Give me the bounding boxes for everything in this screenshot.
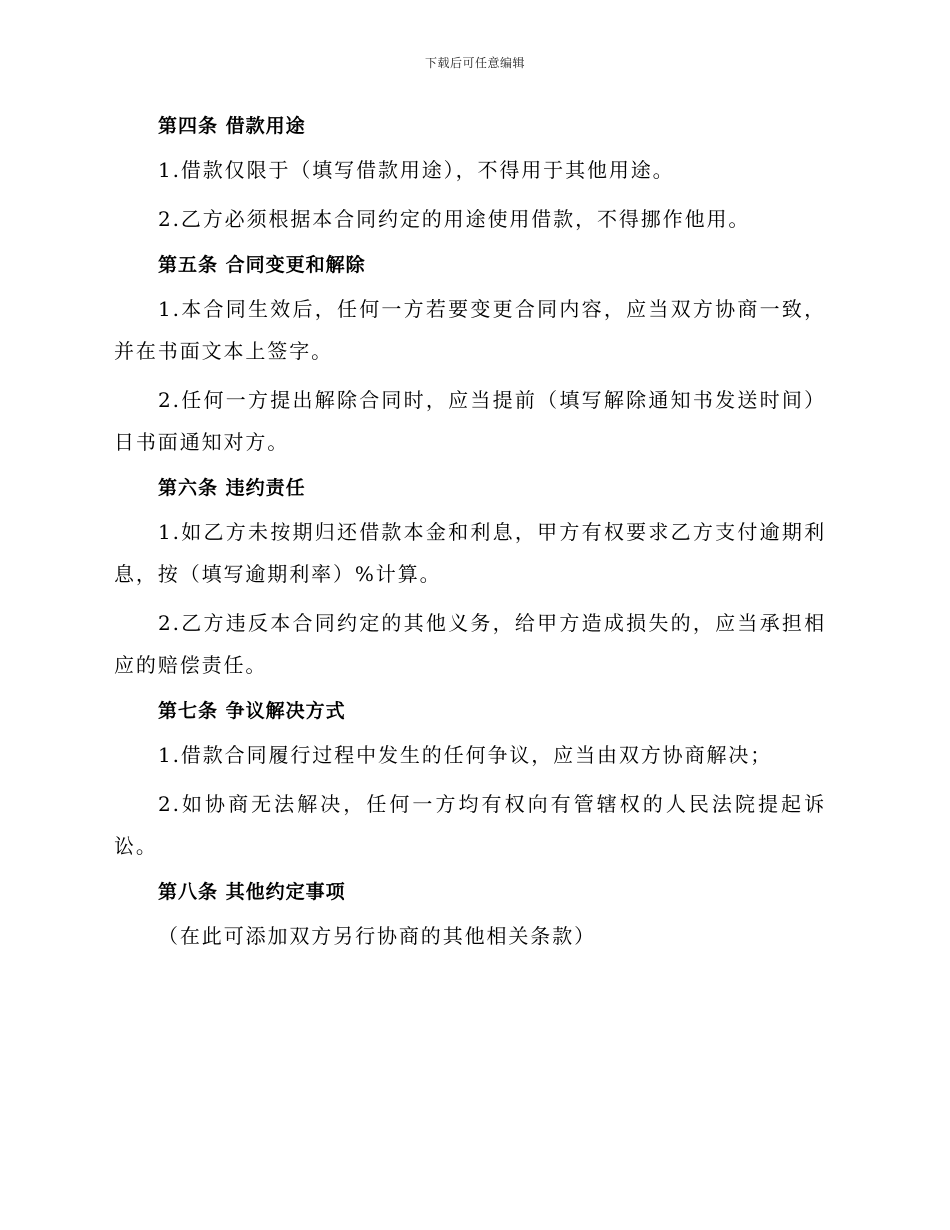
section-6-title: 第六条 违约责任 bbox=[158, 477, 306, 499]
section-7-paragraph-2: 2.如协商无法解决，任何一方均有权向有管辖权的人民法院提起诉讼。 bbox=[114, 792, 826, 858]
section-4-title: 第四条 借款用途 bbox=[158, 115, 306, 137]
section-8-paragraph-1: （在此可添加双方另行协商的其他相关条款） bbox=[158, 924, 596, 948]
section-5-title: 第五条 合同变更和解除 bbox=[158, 254, 366, 276]
section-7-title: 第七条 争议解决方式 bbox=[158, 700, 346, 722]
document-body bbox=[114, 110, 826, 957]
section-5-paragraph-2: 2.任何一方提出解除合同时，应当提前（填写解除通知书发送时间）日书面通知对方。 bbox=[114, 388, 826, 454]
page-header: 下载后可任意编辑 bbox=[424, 56, 525, 70]
section-5-paragraph-1: 1.本合同生效后，任何一方若要变更合同内容，应当双方协商一致，并在书面文本上签字。 bbox=[114, 297, 826, 363]
section-6-paragraph-2: 2.乙方违反本合同约定的其他义务，给甲方造成损失的，应当承担相应的赔偿责任。 bbox=[114, 611, 826, 677]
section-7-paragraph-1: 1.借款合同履行过程中发生的任何争议，应当由双方协商解决； bbox=[158, 743, 773, 767]
section-6-paragraph-1: 1.如乙方未按期归还借款本金和利息，甲方有权要求乙方支付逾期利息，按（填写逾期利率）%计算。 bbox=[114, 520, 826, 586]
section-4-paragraph-2: 2.乙方必须根据本合同约定的用途使用借款，不得挪作他用。 bbox=[158, 207, 751, 231]
section-4-paragraph-1: 1.借款仅限于（填写借款用途），不得用于其他用途。 bbox=[158, 158, 675, 182]
section-8-title: 第八条 其他约定事项 bbox=[158, 881, 346, 903]
